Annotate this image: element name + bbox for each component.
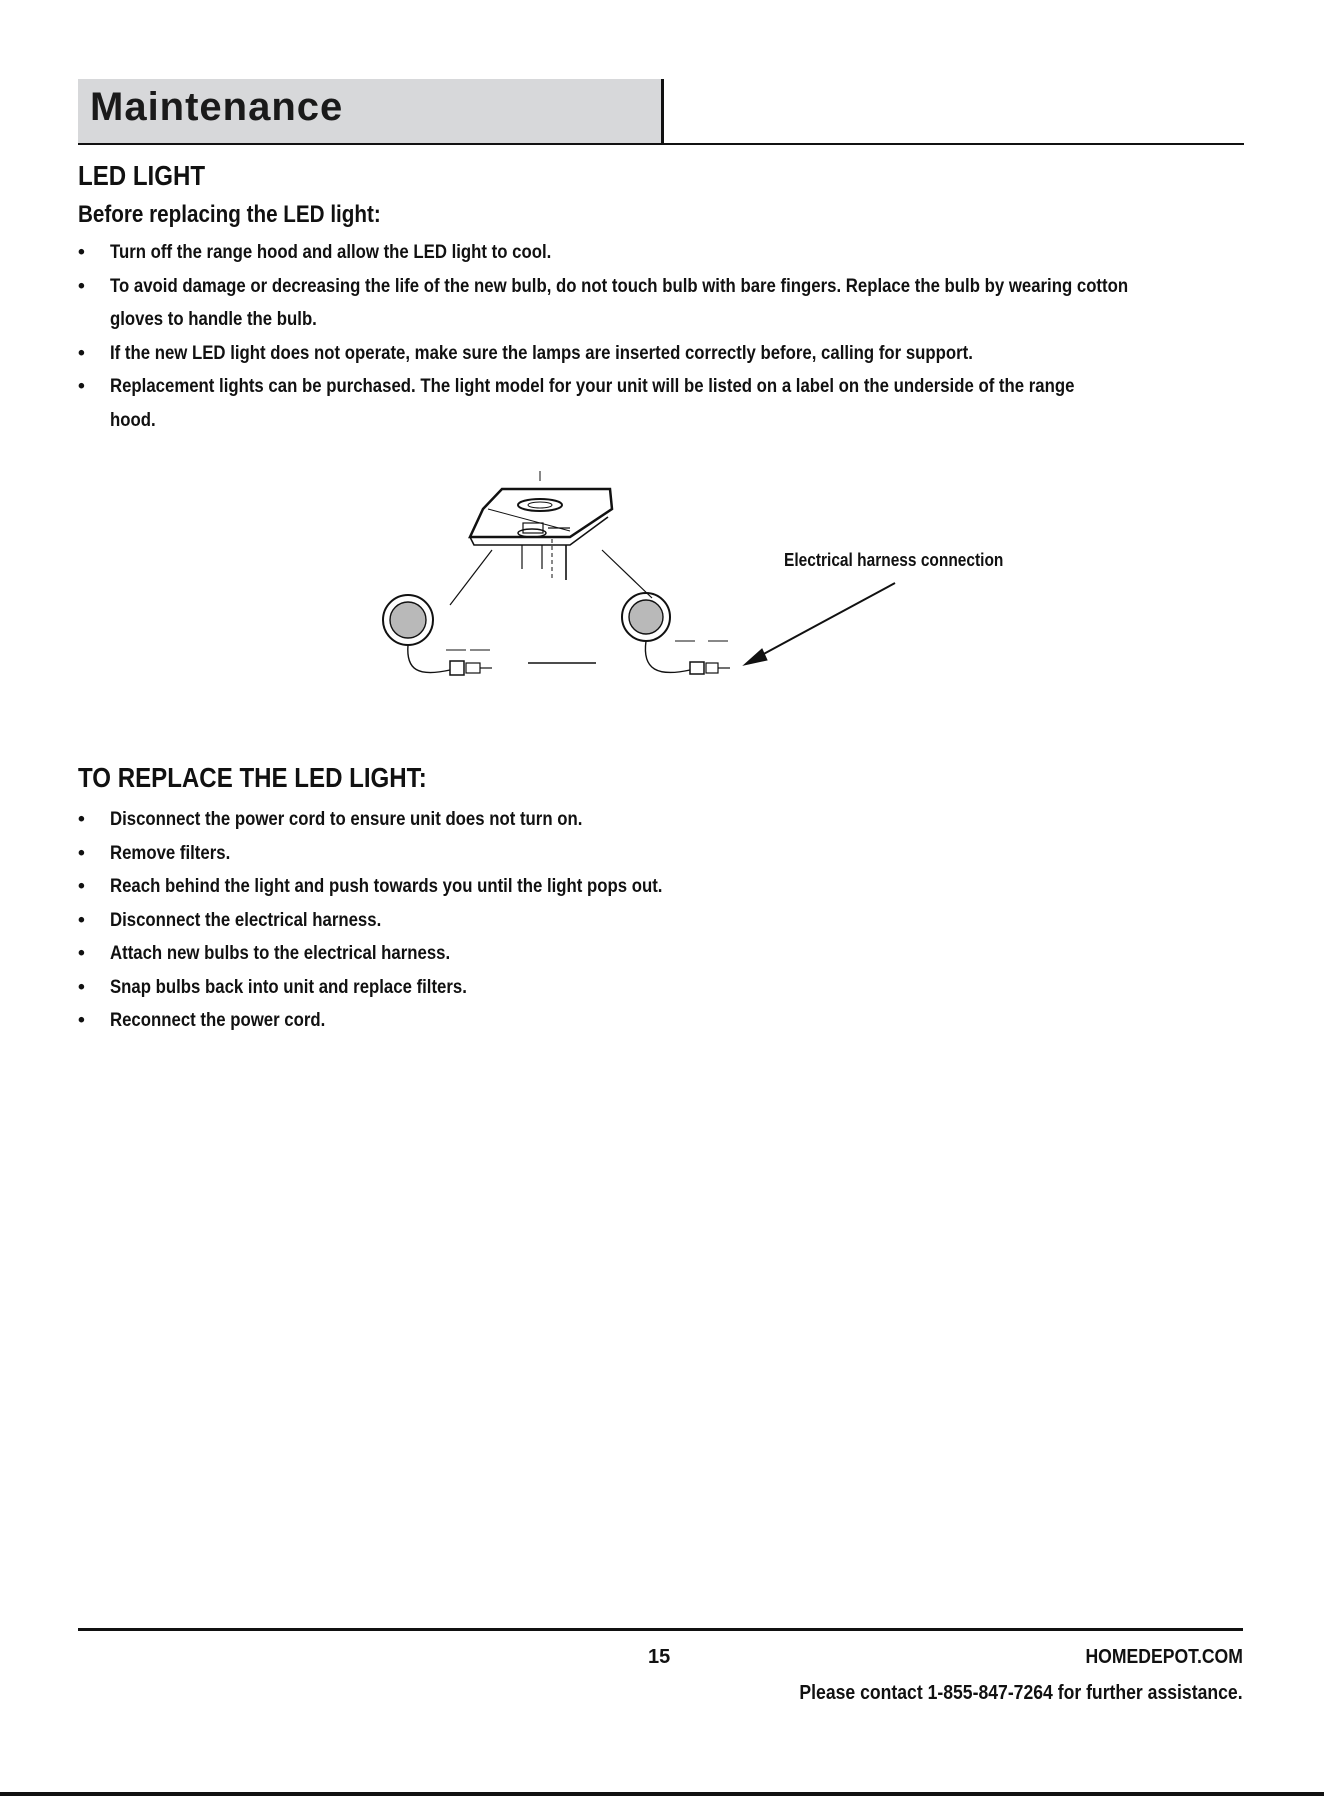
callout-arrow-icon [744, 583, 895, 665]
bullet-icon: • [78, 241, 85, 263]
bullet-icon: • [78, 375, 85, 397]
bullet-icon: • [78, 875, 85, 897]
before-replacing-list [78, 236, 1258, 437]
list-item: • Turn off the range hood and allow the LED light to cool. [78, 236, 1258, 270]
bullet-icon: • [78, 942, 85, 964]
list-item: • If the new LED light does not operate, make sure the lamps are inserted correctly before, calling for support. [78, 337, 1258, 371]
section-header-shade [78, 79, 664, 143]
contact-info: Please contact 1-855-847-7264 for further assistance. [799, 1682, 1243, 1704]
led-light-heading: LED LIGHT [78, 160, 206, 191]
bullet-icon: • [78, 341, 85, 364]
replace-led-heading: TO REPLACE THE LED LIGHT: [78, 762, 427, 793]
led-bulb-right [622, 593, 730, 674]
page-number: 15 [648, 1646, 671, 1668]
bullet-icon: • [78, 975, 85, 998]
guide-line-right [602, 550, 652, 598]
section-header [78, 79, 1244, 145]
bullet-icon: • [78, 274, 85, 297]
page-title: Maintenance [90, 85, 344, 129]
list-item: • Snap bulbs back into unit and replace filters. [78, 971, 1258, 1005]
list-item: • Remove filters. [78, 837, 1258, 871]
list-item: • To avoid damage or decreasing the life of the new bulb, do not touch bulb with bare fingers. Replace the bulb by wearing cotton gloves to handle the bulb. [78, 270, 1258, 337]
led-light-diagram [370, 465, 1050, 695]
list-item: • Replacement lights can be purchased. The light model for your unit will be listed on a label on the underside of the range hood. [78, 370, 1258, 437]
page-bottom-border [0, 1792, 1324, 1796]
bullet-icon: • [78, 908, 85, 931]
bullet-icon: • [78, 808, 85, 830]
bullet-icon: • [78, 841, 85, 864]
bullet-icon: • [78, 1009, 85, 1031]
guide-line-left [450, 550, 492, 605]
list-item: • Reconnect the power cord. [78, 1004, 1258, 1038]
list-item: • Attach new bulbs to the electrical harness. [78, 937, 1258, 971]
list-item: • Reach behind the light and push towards you until the light pops out. [78, 870, 1258, 904]
led-bulb-left [383, 595, 492, 675]
replace-steps-list [78, 803, 1258, 1038]
electrical-harness-callout: Electrical harness connection [784, 550, 1004, 570]
range-hood-illustration [470, 471, 612, 580]
list-item: • Disconnect the electrical harness. [78, 904, 1258, 938]
before-replacing-subheading: Before replacing the LED light: [78, 201, 381, 228]
footer-divider [78, 1628, 1243, 1631]
list-item: • Disconnect the power cord to ensure unit does not turn on. [78, 803, 1258, 837]
website-link[interactable]: HOMEDEPOT.COM [1085, 1646, 1243, 1668]
